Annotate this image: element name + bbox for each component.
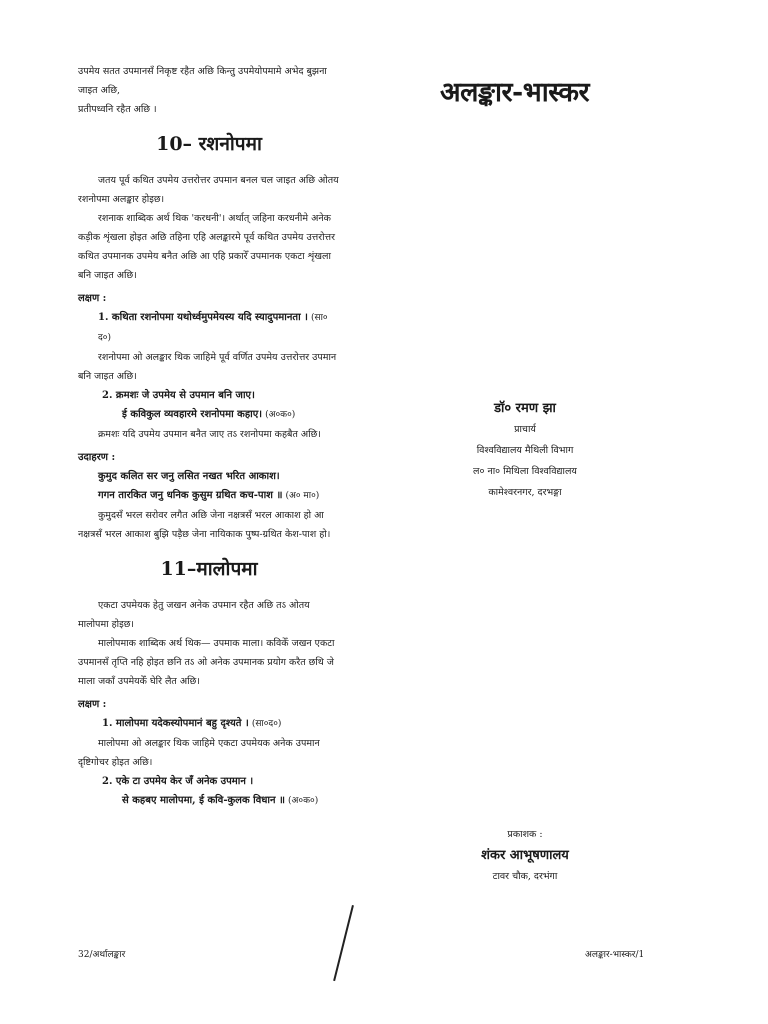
footer-right-page-number: अलङ्कार-भास्कर/1 — [585, 950, 645, 960]
publisher-name: शंकर आभूषणालय — [481, 848, 569, 863]
author-block — [415, 398, 635, 503]
footer-left-page-number: 32/अर्थालङ्कार — [78, 950, 126, 960]
page-divider-stroke — [333, 905, 354, 981]
lakshan-label-2: लक्षण : — [78, 699, 107, 710]
example-line-2 — [78, 486, 340, 506]
lakshan-2-line-1: 2. क्रमशः जे उपमेय से उपमान बनि जाए। — [102, 390, 255, 401]
publisher-block — [415, 824, 635, 887]
malopama-lakshan-2-line-2-text: से कहबए मालोपमा, ई कवि-कुलक विधान ॥ — [122, 795, 286, 806]
heading-rashnopama: 10– रशनोपमा — [156, 133, 262, 155]
paragraph-rashnopama-definition: जतय पूर्व कथित उपमेय उत्तरोत्तर उपमान बनल चल जाइत अछि ओतय रशनोपमा अलङ्कार होइछ। — [78, 175, 339, 205]
example-line-2-text: गगन तारकित जनु धनिक कुसुम ग्रथित कच-पाश ॥ — [98, 490, 283, 501]
paragraph-rashnopama-meaning: रशनाक शाब्दिक अर्थ थिक 'करधनी'। अर्थात् जहिना करधनीमे अनेक कड़ीक शृंखला होइत अछि तहिना एहि अलङ्कारमे पूर्व कथित उपमेय उत्तरोत्तर कथित उपमानक उपमेय बनैत अछि आ एहि प्रकारेँ उपमानक एकटा शृंखला बनि जाइत अछि। — [78, 213, 336, 281]
author-place: कामेश्वरनगर, दरभङ्गा — [488, 487, 562, 498]
publisher-address: टावर चौक, दरभंगा — [492, 871, 558, 882]
udaharan-label: उदाहरण : — [78, 452, 116, 463]
book-title: अलङ्कार-भास्कर — [440, 77, 590, 108]
publisher-label: प्रकाशक : — [507, 829, 543, 840]
lakshan-1 — [78, 308, 340, 348]
author-designation: प्राचार्य — [514, 424, 536, 435]
lakshan-2-line-2 — [78, 405, 340, 425]
example-explanation: कुमुदसँ भरल सरोवर लगैत अछि जेना नक्षत्रसँ भरल आकाश हो आ नक्षत्रसँ भरल आकाश बुझि पड़ैछ जेना नायिकाक पुष्प-ग्रथित केश-पाश हो। — [78, 510, 331, 540]
paragraph-malopama-meaning: मालोपमाक शाब्दिक अर्थ थिक— उपमाक माला। कविकेँ जखन एकटा उपमानसँ तृप्ति नहि होइत छनि तऽ ओ अनेक उपमानक प्रयोग करैत छथि जे माला जकाँ उपमेयकेँ घेरि लैत अछि। — [78, 638, 335, 687]
malopama-lakshan-2-line-1: 2. एके टा उपमेय केर जँ अनेक उपमान । — [102, 776, 254, 787]
intro-line-1: उपमेय सतत उपमानसँ निकृष्ट रहैत अछि किन्तु उपमेयोपमामे अभेद बुझना जाइत अछि, — [78, 66, 327, 96]
lakshan-1-text: 1. कथिता रशनोपमा यथोर्ध्वमुपमेयस्य यदि स्यादुपमानता । — [98, 312, 308, 323]
malopama-lakshan-2-source: (अ०क०) — [288, 796, 319, 806]
malopama-lakshan-1-text: 1. मालोपमा यदेकस्योपमानं बहु दृश्यते । — [102, 718, 249, 729]
author-university: ल० ना० मिथिला विश्वविद्यालय — [473, 466, 577, 477]
paragraph-malopama-definition: एकटा उपमेयक हेतु जखन अनेक उपमान रहैत अछि तऽ ओतय मालोपमा होइछ। — [78, 600, 310, 630]
malopama-lakshan-1 — [78, 714, 340, 734]
lakshan-1-explanation: रशनोपमा ओ अलङ्कार थिक जाहिमे पूर्व वर्णित उपमेय उत्तरोत्तर उपमान बनि जाइत अछि। — [78, 352, 337, 382]
author-department: विश्वविद्यालय मैथिली विभाग — [476, 445, 574, 456]
heading-malopama: 11–मालोपमा — [160, 558, 258, 580]
lakshan-1-source: (सा० द०) — [98, 313, 328, 343]
malopama-lakshan-1-source: (सा०द०) — [251, 719, 282, 729]
intro-line-2: प्रतीपध्वनि रहैत अछि । — [78, 104, 157, 115]
malopama-lakshan-1-explanation: मालोपमा ओ अलङ्कार थिक जाहिमे एकटा उपमेयक अनेक उपमान दृष्टिगोचर होइत अछि। — [78, 738, 320, 768]
left-page — [78, 62, 340, 811]
example-source: (अ० मा०) — [285, 491, 320, 501]
example-line-1: कुमुद कलित सर जनु लसित नखत भरित आकाश। — [98, 471, 280, 482]
author-name: डॉ० रमण झा — [494, 401, 556, 416]
malopama-lakshan-2-line-2 — [78, 791, 340, 811]
lakshan-2-line-2-text: ई कविकुल व्यवहारमे रशनोपमा कहाए। — [122, 409, 263, 420]
lakshan-2-source: (अ०क०) — [265, 410, 296, 420]
lakshan-2-explanation: क्रमशः यदि उपमेय उपमान बनैत जाए तऽ रशनोपमा कहबैत अछि। — [98, 429, 321, 440]
lakshan-label: लक्षण : — [78, 293, 107, 304]
